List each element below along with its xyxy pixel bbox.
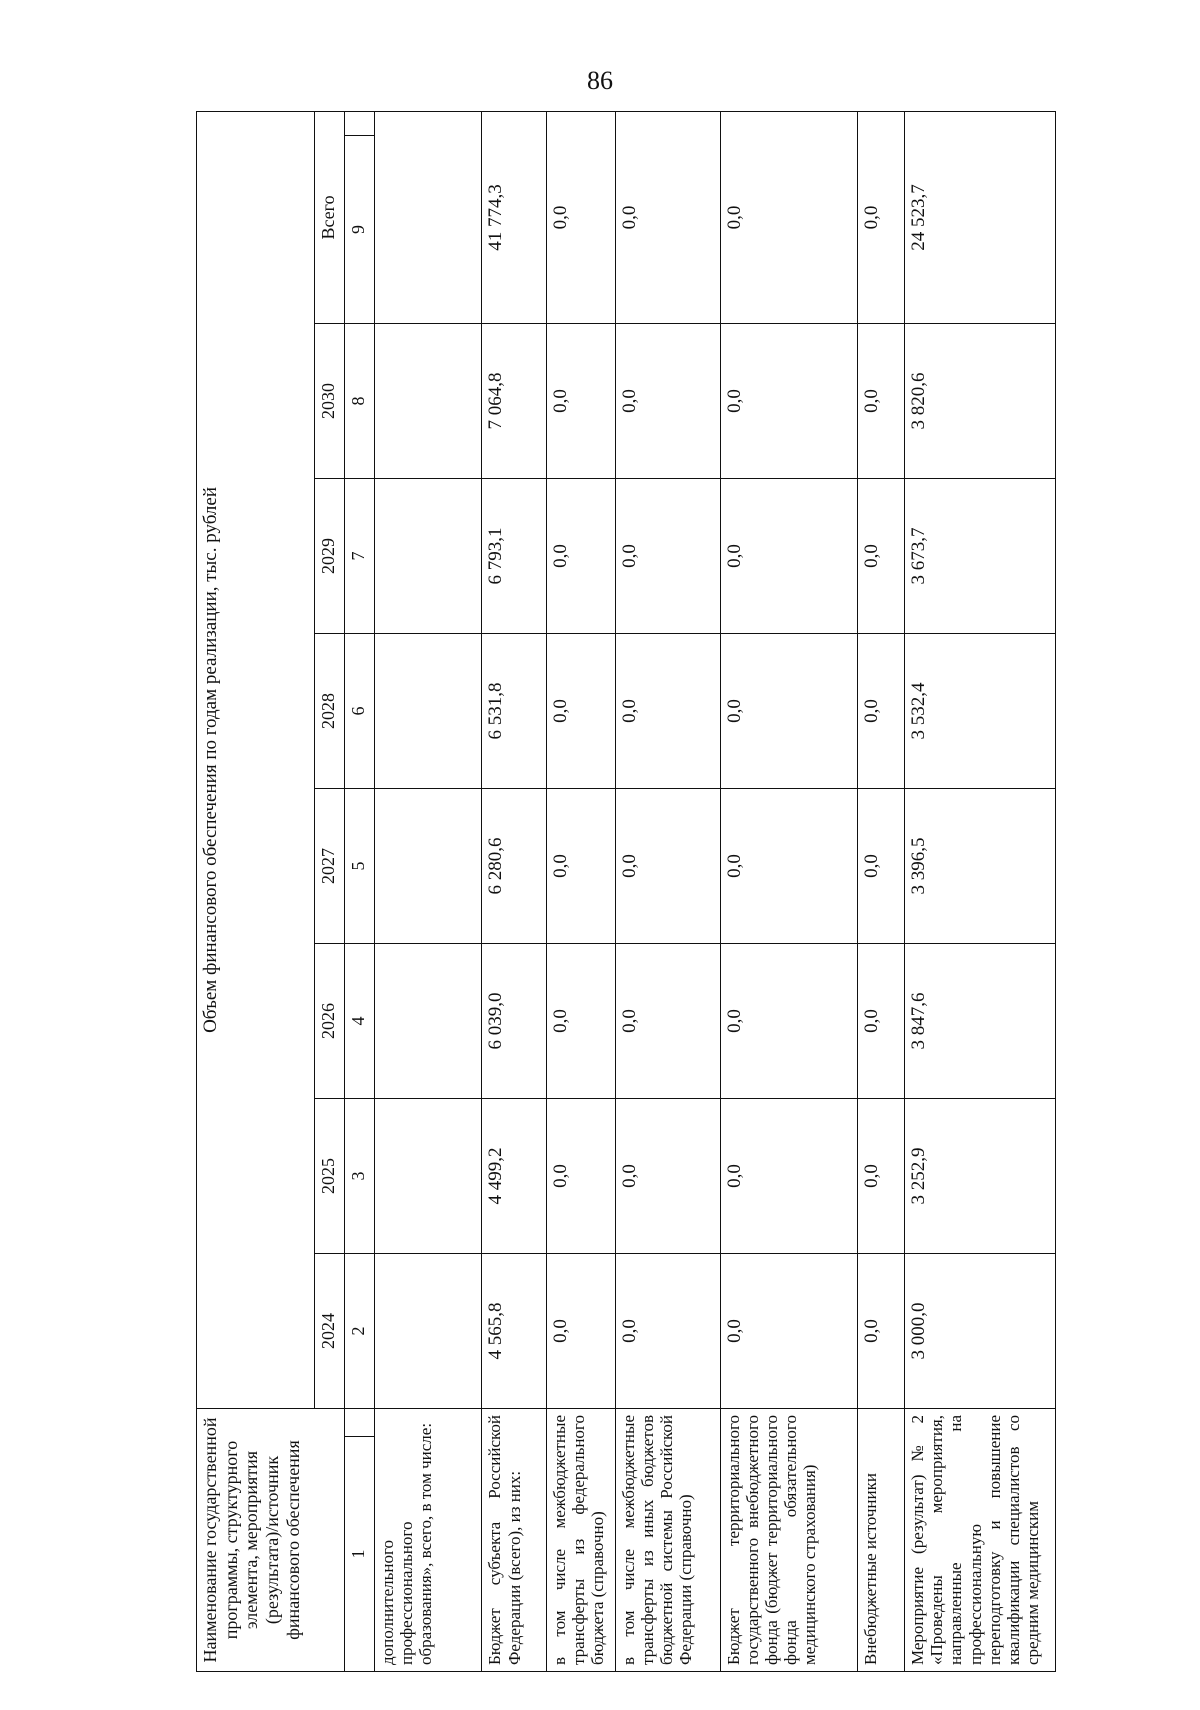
row-value: 0,0 <box>858 789 905 944</box>
row-value <box>375 479 482 634</box>
row-value: 3 847,6 <box>905 944 1056 1099</box>
row-value: 0,0 <box>720 634 857 789</box>
row-value <box>375 1099 482 1254</box>
header-volume: Объем финансового обеспечения по годам реализации, тыс. рублей <box>197 111 315 1408</box>
year-header: 2030 <box>315 324 345 479</box>
row-value: 0,0 <box>615 324 720 479</box>
row-value: 6 280,6 <box>482 789 546 944</box>
row-name: в том числе межбюджетные трансферты из федерального бюджета (справочно) <box>546 1409 615 1672</box>
row-value: 6 793,1 <box>482 479 546 634</box>
row-value: 0,0 <box>720 944 857 1099</box>
table-row <box>720 111 857 1671</box>
row-value <box>375 324 482 479</box>
row-value: 6 039,0 <box>482 944 546 1099</box>
rotated-table-sheet <box>196 112 1056 1672</box>
row-name: дополнительного профессионального образования», всего, в том числе: <box>375 1409 482 1672</box>
row-total: 0,0 <box>615 111 720 323</box>
table-row <box>482 111 546 1671</box>
table-row <box>615 111 720 1671</box>
row-total: 24 523,7 <box>905 111 1056 323</box>
row-value <box>375 1254 482 1409</box>
row-value: 3 000,0 <box>905 1254 1056 1409</box>
row-value: 0,0 <box>720 1099 857 1254</box>
financing-table <box>196 111 1056 1672</box>
row-value: 4 565,8 <box>482 1254 546 1409</box>
row-value: 0,0 <box>615 789 720 944</box>
row-value <box>375 634 482 789</box>
row-total <box>375 111 482 323</box>
total-header: Всего <box>315 111 345 323</box>
row-value: 0,0 <box>546 324 615 479</box>
column-index: 7 <box>345 479 375 634</box>
row-value: 0,0 <box>720 324 857 479</box>
row-value: 0,0 <box>615 1254 720 1409</box>
column-index: 1 <box>345 1437 375 1672</box>
column-index: 8 <box>345 324 375 479</box>
row-total: 0,0 <box>546 111 615 323</box>
row-value: 3 396,5 <box>905 789 1056 944</box>
row-total: 0,0 <box>720 111 857 323</box>
year-header: 2028 <box>315 634 345 789</box>
row-total: 0,0 <box>858 111 905 323</box>
row-name: Бюджет субъекта Российской Федерации (всего), из них: <box>482 1409 546 1672</box>
row-name: Внебюджетные источники <box>858 1409 905 1672</box>
row-value: 0,0 <box>546 1254 615 1409</box>
column-index-spacer <box>345 1409 375 1437</box>
row-value: 7 064,8 <box>482 324 546 479</box>
column-index: 4 <box>345 944 375 1099</box>
row-value: 3 532,4 <box>905 634 1056 789</box>
row-value: 4 499,2 <box>482 1099 546 1254</box>
row-value: 0,0 <box>858 1099 905 1254</box>
row-value: 3 252,9 <box>905 1099 1056 1254</box>
table-row <box>858 111 905 1671</box>
row-value: 0,0 <box>546 1099 615 1254</box>
table-row <box>375 111 482 1671</box>
row-value: 0,0 <box>720 479 857 634</box>
row-value: 6 531,8 <box>482 634 546 789</box>
column-index: 9 <box>345 136 375 324</box>
year-header: 2029 <box>315 479 345 634</box>
year-header: 2026 <box>315 944 345 1099</box>
column-index: 6 <box>345 634 375 789</box>
row-value: 0,0 <box>546 789 615 944</box>
row-value: 0,0 <box>720 1254 857 1409</box>
row-value: 0,0 <box>858 1254 905 1409</box>
year-header: 2024 <box>315 1254 345 1409</box>
row-name: в том числе межбюджетные трансферты из иных бюджетов бюджетной системы Российской Федерации (справочно) <box>615 1409 720 1672</box>
column-index: 5 <box>345 789 375 944</box>
header-name-column: Наименование государственной программы, структурного элемента, мероприятия (результата)/источник финансового обеспечения <box>197 1409 345 1672</box>
row-value: 3 673,7 <box>905 479 1056 634</box>
row-value: 0,0 <box>615 944 720 1099</box>
row-value <box>375 944 482 1099</box>
column-index-spacer <box>345 111 375 135</box>
row-total: 41 774,3 <box>482 111 546 323</box>
row-value: 0,0 <box>615 634 720 789</box>
table-row <box>546 111 615 1671</box>
page-number: 86 <box>587 66 613 95</box>
row-value: 0,0 <box>546 634 615 789</box>
row-value: 0,0 <box>615 479 720 634</box>
row-name: Бюджет территориального государственного внебюджетного фонда (бюджет территориального фонда обязательного медицинского страхования) <box>720 1409 857 1672</box>
year-header: 2027 <box>315 789 345 944</box>
row-value: 0,0 <box>858 944 905 1099</box>
row-value: 0,0 <box>858 479 905 634</box>
row-value: 0,0 <box>858 634 905 789</box>
row-value <box>375 789 482 944</box>
row-value: 0,0 <box>858 324 905 479</box>
row-value: 0,0 <box>720 789 857 944</box>
year-header: 2025 <box>315 1099 345 1254</box>
row-value: 0,0 <box>546 479 615 634</box>
row-value: 3 820,6 <box>905 324 1056 479</box>
row-value: 0,0 <box>546 944 615 1099</box>
row-value: 0,0 <box>615 1099 720 1254</box>
table-row <box>905 111 1056 1671</box>
column-index: 3 <box>345 1099 375 1254</box>
row-name: Мероприятие (результат) № 2 «Проведены мероприятия, направленные на профессиональную переподготовку и повышение квалификации специалистов со средним медицинским <box>905 1409 1056 1672</box>
column-index: 2 <box>345 1254 375 1409</box>
